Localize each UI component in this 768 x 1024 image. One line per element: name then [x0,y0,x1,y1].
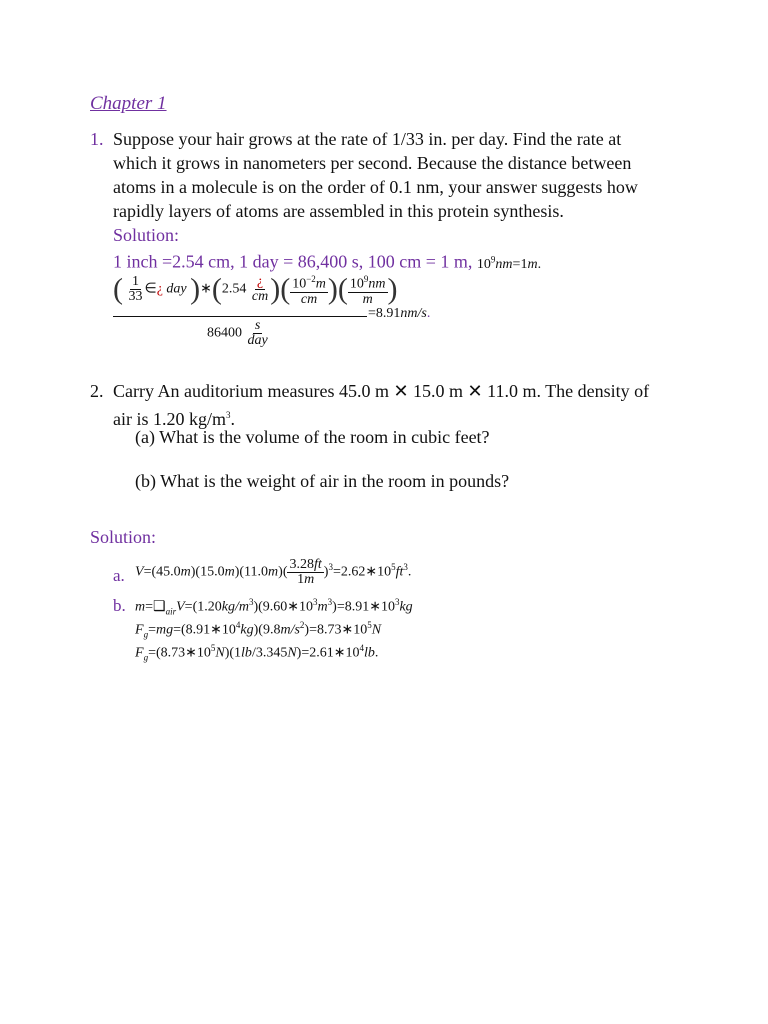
part-b-label: b. [113,596,126,615]
problem-2-line: Carry An auditorium measures 45.0 m ✕ 15.0 m ✕ 11.0 m. The density of [113,381,650,401]
solution-label: Solution: [113,225,180,245]
solution-label-2: Solution: [90,527,157,547]
nm-equivalence: $10^9nm=1m$. [476,254,542,272]
fraction-1-over-33: $\frac{1}{33}$ [128,273,143,304]
problem-1-line: atoms in a molecule is on the order of 0.1 nm, your answer suggests how [113,177,638,197]
problem-2-text [113,379,649,431]
problem-2-number: 2. [90,381,104,401]
problem-1-text [113,127,638,277]
fraction-s-per-day: $\frac{s}{\text{day}}$ [247,318,268,348]
problem-1-line: which it grows in nanometers per second. Because the distance between [113,153,632,173]
part-a-question: (a) What is the volume of the room in cubic feet? [135,427,490,447]
conversions-text: 1 inch =2.54 cm, 1 day = 86,400 s, 100 cm = 1 m, [113,251,473,272]
rate-denominator-expression: 86400 $\frac{s}{\text{day}}$ [207,318,268,348]
weight-equation-pounds: $F_g=(8.73∗10^5N)(1lb/3.345N)=2.61∗10^4lb$. [135,643,379,663]
main-fraction-bar [113,316,367,317]
fraction-nm-per-m: $\frac{10^9nm}{m}$ [349,274,386,307]
rate-result: =8.91nm/s. [368,306,431,321]
fraction-m-per-cm: $\frac{10^{-2}m}{cm}$ [292,274,326,307]
problem-1-line: Suppose your hair grows at the rate of 1/33 in. per day. Find the rate at [113,129,622,149]
rate-numerator-expression: ( $\frac{1}{33}$ ∈¿ day )∗(2.54 $\frac{¿}{cm}$ )( $\frac{10^{-2}m}{cm}$ )( $\frac{10^9nm}{m}$ ) [113,272,398,307]
problem-1-line: rapidly layers of atoms are assembled in this protein synthesis. [113,201,564,221]
part-a-label: a. [113,566,125,585]
problem-2-line: air is 1.20 $kg/m^3$. [113,409,235,429]
volume-equation: V=(45.0m)(15.0m)(11.0m)( $\frac{3.28ft}{1m}$ )$^3=2.62∗10^5ft^3$. [135,557,412,587]
chapter-title: Chapter 1 [90,93,167,114]
fraction-ft-per-m: $\frac{3.28ft}{1m}$ [289,557,322,587]
fraction-per-cm: $\frac{¿}{cm}$ [251,273,269,304]
weight-equation-newtons: $F_g=mg=(8.91∗10^4kg)(9.8m/s^2)=8.73∗10^5N$ [135,620,382,640]
mass-equation: $m=❑_{air}V=(1.20kg/m^3)(9.60∗10^3m^3)=8.91∗10^3kg$ [135,597,413,617]
part-b-question: (b) What is the weight of air in the room in pounds? [135,471,510,491]
problem-1-number: 1. [90,129,104,149]
